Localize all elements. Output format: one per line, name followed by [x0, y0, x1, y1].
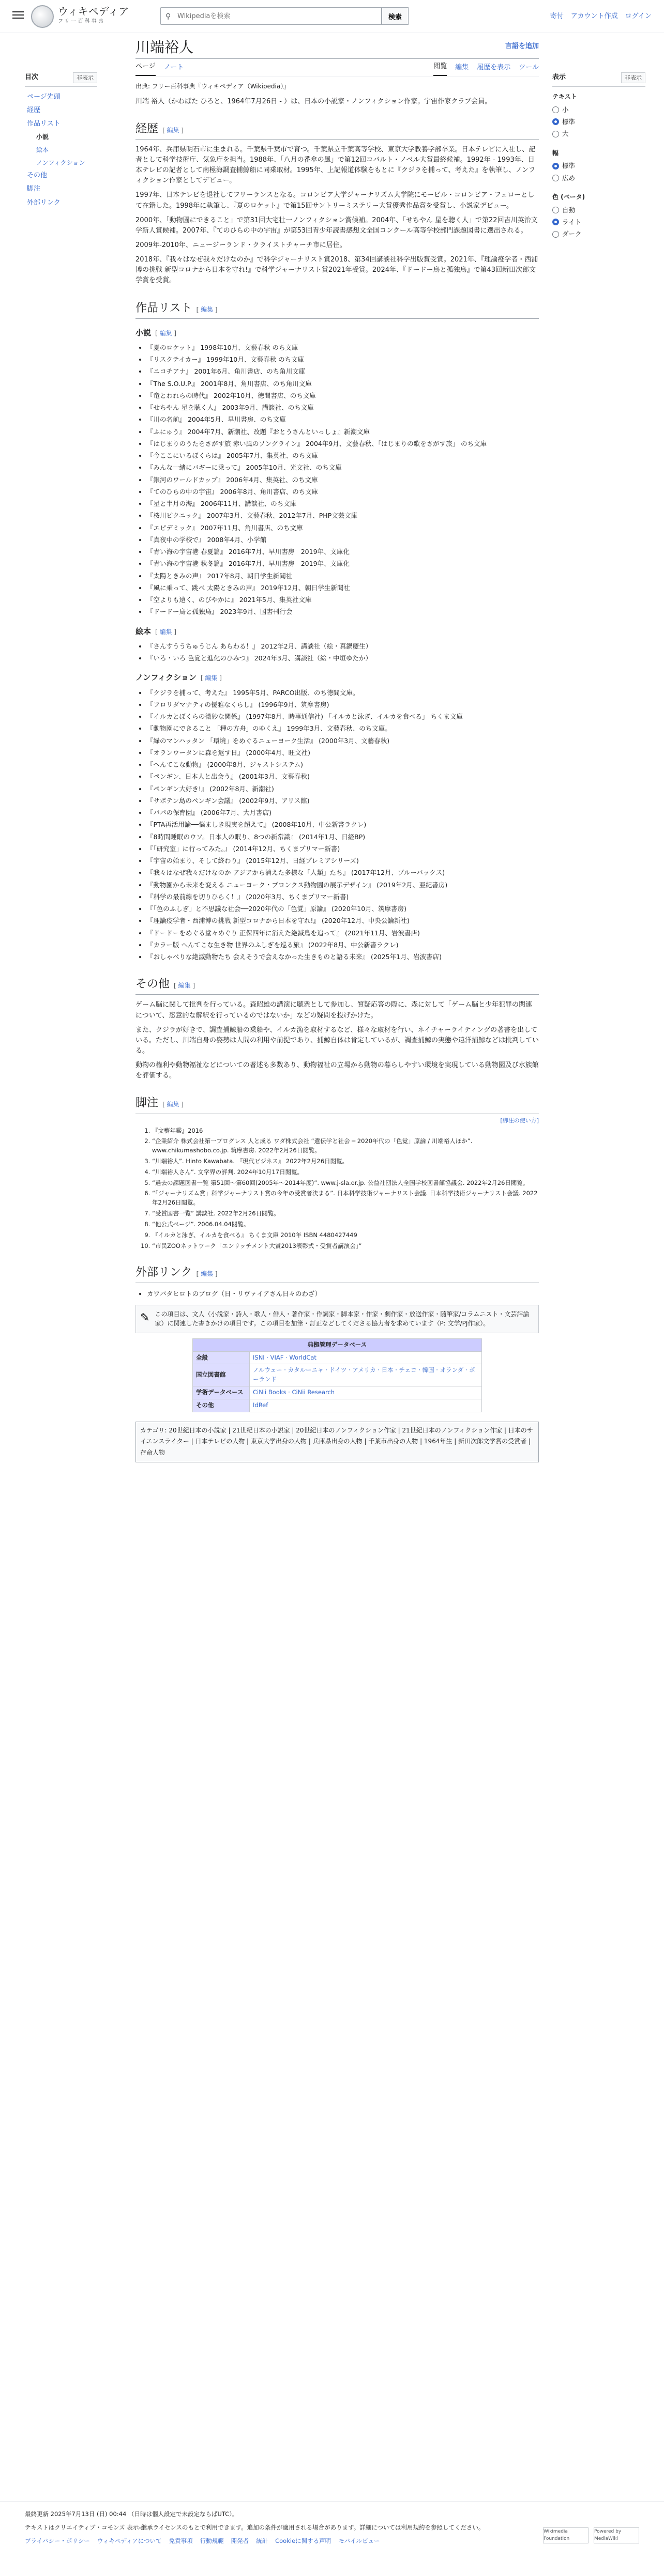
footer-link[interactable]: 開発者 — [231, 2537, 249, 2544]
career-paragraph: 1997年、日本テレビを退社してフリーランスとなる。コロンビア大学ジャーナリズム大学院にモービル・コロンビア・フェローとして在籍した。1998年に執筆し、『夏のロケット』で第15回サントリーミステリー大賞優秀作品賞を受賞し、小説家デビュー。 — [135, 191, 535, 210]
wordmark-tagline: フリー百科事典 — [58, 19, 105, 24]
page-footer — [0, 2501, 664, 2576]
toc-sidebar — [25, 72, 97, 211]
search-icon: ⚲ — [165, 12, 171, 21]
width-option-label: 広め — [562, 174, 576, 182]
edit-nonfic-link[interactable]: 編集 — [205, 674, 218, 682]
mediawiki-logo[interactable]: Powered by MediaWiki — [594, 2527, 639, 2543]
nonfic-item[interactable]: • 『宇宙の始まり、そして終わり』 (2015年12月、日経プレミアシリーズ) — [147, 855, 539, 866]
color-option-label: 自動 — [562, 206, 576, 214]
stub-notice — [135, 1305, 539, 1333]
authority-value[interactable]: ISNI · VIAF · WorldCat — [250, 1351, 482, 1364]
novels-item[interactable]: • 『青い海の宇宙港 秋冬篇』 2016年7月、早川書房 2019年、文庫化 — [147, 558, 539, 569]
novels-item[interactable]: • 『太陽ときみの声』 2017年8月、朝日学生新聞社 — [147, 570, 539, 581]
toc-item[interactable]: 小説 — [36, 133, 49, 141]
novels-item[interactable]: • 『今ここにいるぼくらは』 2005年7月、集英社、のち文庫 — [147, 450, 539, 461]
authority-caption: 典拠管理データベース — [193, 1338, 482, 1351]
color-group — [552, 192, 645, 239]
view-tab-2[interactable]: 履歴を表示 — [477, 63, 511, 71]
from-wikipedia: 出典: フリー百科事典『ウィキペディア（Wikipedia）』 — [135, 83, 290, 90]
novels-list — [147, 342, 539, 618]
nonfic-item[interactable]: • 『緑のマンハッタン 「環境」をめぐるニューヨーク生活』 (2000年3月、文藝春秋) — [147, 735, 539, 746]
toc-item[interactable]: その他 — [27, 172, 48, 180]
text-size-option-label: 小 — [562, 105, 569, 114]
radio-icon[interactable] — [552, 231, 559, 238]
authority-key: その他 — [193, 1399, 250, 1412]
section-notes: 脚注 [ 編集 ] — [135, 1094, 539, 1114]
authority-key: 全般 — [193, 1351, 250, 1364]
page-tabs — [135, 59, 539, 76]
subsection-nonfic-title: ノンフィクション — [135, 673, 197, 683]
toc-item[interactable]: 絵本 — [36, 146, 49, 154]
section-other: その他 [ 編集 ] — [135, 976, 539, 995]
user-links — [550, 11, 652, 22]
stub-text: この項目は、文人（小説家・詩人・歌人・俳人・著作家・作詞家・脚本家・作家・劇作家・放送作家・随筆家/コラムニスト・文芸評論家）に関連した書きかけの項目です。この項目を加筆・訂正などしてくださる協力者を求めています（P: 文学/PJ作家）。 — [155, 1310, 530, 1328]
novels-item[interactable]: • 『エピデミック』 2007年11月、角川書店、のち文庫 — [147, 522, 539, 533]
footer-link[interactable]: 行動規範 — [200, 2537, 224, 2544]
donate-link[interactable]: 寄付 — [550, 12, 564, 20]
radio-icon[interactable] — [552, 175, 559, 181]
main-content — [135, 37, 539, 1462]
color-option-label: ダーク — [562, 230, 582, 238]
authority-row — [193, 1399, 482, 1412]
reference-item[interactable]: 3. “川端裕人”. Hinto Kawabata. 『現代ビジネス』 2022年2月26日閲覧。 — [152, 1157, 539, 1166]
authority-row — [193, 1386, 482, 1399]
view-tabs — [433, 59, 539, 76]
view-tab-3[interactable]: ツール — [519, 63, 539, 71]
authority-value[interactable]: CiNii Books · CiNii Research — [250, 1386, 482, 1399]
novels-item[interactable]: • 『みんな一緒にバギーに乗って』 2005年10月、光文社、のち文庫 — [147, 462, 539, 473]
external-links-list — [147, 1288, 539, 1299]
appearance-header — [552, 72, 645, 87]
wikipedia-logo[interactable] — [31, 5, 54, 28]
nonfic-item[interactable]: • 『パパの保育園』 (2006年7月、大月書店) — [147, 807, 539, 818]
reference-item[interactable]: 4. “川端裕人さん”. 文学界の評判. 2024年10月17日閲覧。 — [152, 1168, 539, 1177]
career-paragraph: 2018年、『我々はなぜ我々だけなのか』で科学ジャーナリスト賞2018、第34回講談社科学出版賞受賞。2021年、『理論疫学者・西浦博の挑戦 新型コロナから日本を守れ!』で科学ジャーナリスト賞2021年受賞。2024年、『ドードー鳥と孤独鳥』で第43回新田次郎文学賞を受賞。 — [135, 256, 538, 285]
toc-item[interactable]: ノンフィクション — [36, 159, 85, 166]
width-option[interactable] — [552, 173, 645, 183]
picture-item[interactable]: • 『いろ・いろ 色覚と進化のひみつ』 2024年3月、講談社（絵・中垣ゆたか） — [147, 653, 539, 664]
reference-item[interactable]: 6. “「ジャーナリズム賞」科学ジャーナリスト賞の今年の受賞者決まる”. 日本科学技術ジャーナリスト会議. 日本科学技術ジャーナリスト会議. 2022年2月26日閲覧。 — [152, 1189, 539, 1208]
nonfic-item[interactable]: • 『我々はなぜ我々だけなのか アジアから消えた多様な「人類」たち』 (2017年12月、ブルーバックス) — [147, 867, 539, 878]
section-external-title: 外部リンク — [135, 1266, 192, 1279]
color-option[interactable] — [552, 229, 645, 239]
reference-item[interactable]: 9. 『イルカと泳ぎ、イルカを食べる』 ちくま文庫 2010年 ISBN 4480427449 — [152, 1231, 539, 1240]
radio-icon[interactable] — [552, 106, 559, 113]
novels-item[interactable]: • 『ふにゅう』 2004年7月、新潮社、改題『おとうさんといっしょ』新潮文庫 — [147, 426, 539, 437]
references-list — [152, 1127, 539, 1251]
width-label: 幅 — [552, 149, 559, 157]
text-size-option[interactable] — [552, 129, 645, 138]
edit-other-link[interactable]: 編集 — [178, 982, 191, 990]
width-group — [552, 148, 645, 183]
nonfic-item[interactable]: • 『動物園から未来を変える ニューヨーク・ブロンクス動物園の展示デザイン』 (2019年2月、亜紀書房) — [147, 880, 539, 890]
search-input[interactable] — [160, 7, 382, 25]
nonfic-item[interactable]: • 『ペンギン、日本人と出会う』 (2001年3月、文藝春秋) — [147, 771, 539, 782]
nonfic-item[interactable]: • 『おしゃべりな絶滅動物たち 会えそうで会えなかった生きものと語る未来』 (2025年1月、岩波書店) — [147, 951, 539, 962]
career-paragraph: 1964年、兵庫県明石市に生まれる。千葉県千葉市で育つ。千葉県立千葉高等学校、東京大学教養学部卒業。日本テレビに入社し、記者として科学技術庁、気象庁を担当。1988年、「八月の番傘の風」で第12回コバルト・ノベル大賞最終候補。1992年 - 1993年、日本テレビの記者として南極海調査捕鯨船に同乗取材。1995年、上記報道体験をもとに『クジラを捕って、考えた』を執筆し、ノンフィクション作家としてデビュー。 — [135, 145, 536, 185]
authority-key: 国立図書館 — [193, 1364, 250, 1386]
edit-works-link[interactable]: 編集 — [201, 305, 214, 313]
authority-control-table — [192, 1338, 482, 1412]
appearance-panel — [552, 72, 645, 249]
reference-item[interactable]: 7. “受賞図書一覧” 講談社. 2022年2月26日閲覧。 — [152, 1209, 539, 1218]
edit-career-link[interactable]: 編集 — [167, 126, 179, 134]
section-works: 作品リスト [ 編集 ] — [135, 300, 539, 319]
edit-notes-link[interactable]: 編集 — [167, 1101, 179, 1108]
nonfic-item[interactable]: • 『オランウータンに森を返す日』 (2000年4月、旺文社) — [147, 747, 539, 758]
toc-item[interactable]: ページ先頭 — [27, 93, 61, 101]
toc-item[interactable]: 経歴 — [27, 106, 41, 115]
section-other-title: その他 — [135, 978, 170, 991]
namespace-tabs — [135, 59, 184, 76]
text-size-label: テキスト — [552, 93, 577, 101]
width-option[interactable] — [552, 161, 645, 171]
site-header — [0, 0, 664, 33]
other-paragraph: ゲーム脳に関して批判を行っている。森昭雄の講演に聴衆として参加し、質疑応答の際に、森に対して「ゲーム脳と少年犯罪の関連について、恣意的な解釈を行っているのではないか」などの疑問を投げかけた。 — [135, 1001, 533, 1020]
color-option[interactable] — [552, 217, 645, 227]
subsection-picture-books: 絵本 [ 編集 ] — [135, 626, 177, 636]
lead-paragraph: 川端 裕人（かわばた ひろと、1964年7月26日 - ）は、日本の小説家・ノンフィクション作家。宇宙作家クラブ会員。 — [135, 97, 492, 105]
reference-item[interactable]: 10. “市民ZOOネットワーク「エンリッチメント大賞2013表彰式・受賞者講演会」” — [152, 1242, 539, 1251]
toc-item[interactable]: 作品リスト — [27, 120, 61, 128]
nonfiction-list — [147, 687, 539, 963]
nonfic-item[interactable]: • 『8時間睡眠のウソ。日本人の眠り、8つの新常識』 (2014年1月、日経BP) — [147, 831, 539, 842]
nonfic-item[interactable]: • 『理論疫学者・西浦博の挑戦 新型コロナから日本を守れ!』 (2020年12月、中央公論新社) — [147, 915, 539, 926]
novels-item[interactable]: • 『空よりも遠く、のびやかに』 2021年5月、集英社文庫 — [147, 594, 539, 605]
section-notes-title: 脚注 — [135, 1097, 159, 1110]
nonfic-item[interactable]: • 『PTA再活用論──悩ましき現実を超えて』 (2008年10月、中公新書ラクレ) — [147, 819, 539, 830]
toc-item[interactable]: 外部リンク — [27, 198, 61, 207]
nonfic-item[interactable]: • 『クジラを捕って、考えた』 1995年5月、PARCO出版、のち徳間文庫。 — [147, 687, 539, 698]
wikimedia-logo[interactable]: Wikimedia Foundation — [543, 2527, 588, 2543]
nonfic-item[interactable]: • 『フロリダマナティの優雅なくらし』 (1996年9月、筑摩書房) — [147, 699, 539, 710]
page-title: 川端裕人 — [135, 39, 194, 56]
title-row — [135, 37, 539, 59]
notes-help-link[interactable]: [脚注の使い方] — [500, 1117, 539, 1124]
novels-item[interactable]: • 『青い海の宇宙港 春夏篇』 2016年7月、早川書房 2019年、文庫化 — [147, 546, 539, 557]
nonfic-item[interactable]: • 『ドードーをめぐる堂々めぐり 正保四年に消えた絶滅鳥を追って』 (2021年11月、岩波書店) — [147, 928, 539, 938]
login-link[interactable]: ログイン — [625, 12, 652, 20]
text-size-option-label: 大 — [562, 130, 569, 138]
text-size-option[interactable] — [552, 105, 645, 115]
toc-title: 目次 — [25, 73, 39, 82]
novels-item[interactable]: • 『はじまりのうたをさがす旅 赤い風のソングライン』 2004年9月、文藝春秋、「はじまりの歌をさがす旅」 のち文庫 — [147, 438, 539, 449]
view-tab-1[interactable]: 編集 — [455, 63, 469, 71]
novels-item[interactable]: • 『リスクテイカー』 1999年10月、文藝春秋 のち文庫 — [147, 354, 539, 365]
tab-0[interactable]: ページ — [135, 58, 156, 76]
career-paragraph: 2000年、「動物園にできること」で第31回大宅壮一ノンフィクション賞候補。2004年、「せちやん 星を聴く人」で第22回吉川英治文学新人賞候補。2007年、『てのひらの中の宇宙』が第53回青少年読書感想文全国コンクール高等学校部門課題図書に選出される。 — [135, 216, 538, 235]
subsection-nonfiction: ノンフィクション [ 編集 ] — [135, 673, 222, 683]
subsection-novels-title: 小説 — [135, 328, 152, 337]
novels-item[interactable]: • 『真夜中の学校で』 2008年4月、小学館 — [147, 534, 539, 545]
subsection-picture-title: 絵本 — [135, 626, 152, 636]
radio-icon[interactable] — [552, 219, 559, 225]
nonfic-item[interactable]: • 『へんてこな動物』 (2000年8月、ジャストシステム) — [147, 759, 539, 770]
reference-item[interactable]: 5. “過去の課題図書一覧 第51回～第60回(2005年～2014年度)”. www.j-sla.or.jp. 公益社団法人全国学校図書館協議会. 2022年2月26日閲覧。 — [152, 1179, 539, 1188]
color-option[interactable] — [552, 205, 645, 215]
reference-item[interactable]: 8. “他公式ページ”. 2006.04.04閲覧。 — [152, 1220, 539, 1229]
edit-picture-link[interactable]: 編集 — [159, 628, 172, 636]
tab-1[interactable]: ノート — [163, 63, 184, 71]
novels-item[interactable]: • 『風に乗って、跳べ 太陽ときみの声』 2019年12月、朝日学生新聞社 — [147, 582, 539, 593]
authority-value[interactable]: ノルウェー · カタルーニャ · ドイツ · アメリカ · 日本 · チェコ · 韓国 · オランダ · ポーランド — [250, 1364, 482, 1386]
other-paragraph: また、クジラが好きで、調査捕鯨船の乗船や、イルカ漁を取材するなど、様々な取材を行い、ネイチャーライティングの著書を出している。ただし、川端自身の姿勢は人間の利用や前提であり、捕鯨自体は肯定しているが、調査捕鯨の実態や遠洋捕鯨などは批判している。 — [135, 1026, 539, 1055]
wordmark-title: ウィキペディア — [58, 5, 129, 18]
section-career: 経歴 [ 編集 ] — [135, 120, 539, 140]
novels-item[interactable]: • 『星と半月の海』 2006年11月、講談社、のち文庫 — [147, 498, 539, 509]
create-account-link[interactable]: アカウント作成 — [570, 12, 618, 20]
last-edited: 最終更新 2025年7月13日 (日) 00:44 （日時は個人設定で未設定ならばUTC）。 — [25, 2510, 238, 2518]
section-works-title: 作品リスト — [135, 301, 192, 315]
novels-item[interactable]: • 『竜とわれらの時代』 2002年10月、徳間書店、のち文庫 — [147, 390, 539, 401]
nonfic-item[interactable]: • 『動物園にできること 「種の方舟」のゆくえ』 1999年3月、文藝春秋、のち文庫。 — [147, 723, 539, 734]
ext-item[interactable]: • カワバタヒロトのブログ（日・リヴァイアさん日々のわざ） — [147, 1288, 539, 1299]
footer-link[interactable]: Cookieに関する声明 — [275, 2537, 331, 2544]
toc-item[interactable]: 脚注 — [27, 185, 41, 193]
color-option-label: ライト — [562, 218, 582, 226]
novels-item[interactable]: • 『てのひらの中の宇宙』 2006年8月、角川書店、のち文庫 — [147, 486, 539, 497]
nonfic-item[interactable]: • 『カラー版 へんてこな生き物 世界のふしぎを巡る旅』 (2022年8月、中公新書ラクレ) — [147, 939, 539, 950]
section-career-title: 経歴 — [135, 122, 159, 135]
career-body — [135, 145, 539, 286]
appearance-title: 表示 — [552, 73, 566, 82]
radio-icon[interactable] — [552, 163, 559, 169]
toc-list — [25, 92, 97, 208]
other-body — [135, 1000, 539, 1081]
novels-item[interactable]: • 『川の名前』 2004年5月、早川書房、のち文庫 — [147, 414, 539, 425]
search-button[interactable]: 検索 — [382, 7, 409, 25]
novels-item[interactable]: • 『桜川ピクニック』 2007年3月、文藝春秋、2012年7月、PHP文芸文庫 — [147, 510, 539, 521]
toc-header — [25, 72, 97, 87]
other-paragraph: 動物の権利や動物福祉などについての著述も多数あり、動物福祉の立場から動物の暮らしやすい環境を実現している動物園及び水族館を評価する。 — [135, 1061, 539, 1080]
subsection-novels: 小説 [ 編集 ] — [135, 328, 177, 337]
toc-hide-button[interactable]: 非表示 — [73, 72, 97, 83]
reference-item[interactable]: 1. 『文藝年鑑』2016 — [152, 1127, 539, 1136]
section-external: 外部リンク [ 編集 ] — [135, 1264, 539, 1283]
novels-item[interactable]: • 『The S.O.U.P.』 2001年8月、角川書店、のち角川文庫 — [147, 378, 539, 389]
nonfic-item[interactable]: • 『イルカとぼくらの微妙な関係』 (1997年8月、時事通信社) 「イルカと泳ぎ、イルカを食べる」 ちくま文庫 — [147, 711, 539, 722]
pen-icon: ✎ — [140, 1311, 150, 1324]
appearance-hide-button[interactable]: 非表示 — [621, 72, 645, 83]
view-tab-0[interactable]: 閲覧 — [433, 58, 447, 76]
radio-icon[interactable] — [552, 207, 559, 213]
footer-link[interactable]: モバイルビュー — [338, 2537, 380, 2544]
text-size-option[interactable] — [552, 117, 645, 127]
career-paragraph: 2009年-2010年、ニュージーランド・クライストチャーチ市に居住。 — [135, 241, 346, 249]
authority-key: 学術データベース — [193, 1386, 250, 1399]
main-menu-icon[interactable] — [12, 9, 24, 21]
radio-icon[interactable] — [552, 131, 559, 137]
search-form — [160, 7, 409, 25]
footer-link[interactable]: 統計 — [256, 2537, 268, 2544]
nonfic-item[interactable]: • 『ペンギン大好き!』 (2002年8月、新潮社) — [147, 783, 539, 794]
novels-item[interactable]: • 『銀河のワールドカップ』 2006年4月、集英社、のち文庫 — [147, 474, 539, 485]
reference-item[interactable]: 2. “企業紹介 株式会社第一プログレス 人と成る ワダ株式会社 “遺伝学と社会 ─ 2020年代の「色覚」原論 / 川端裕人ほか”. www.chikumashobo.co.jp. 筑摩書房. 2022年2月26日閲覧。 — [152, 1137, 539, 1155]
text-size-group — [552, 92, 645, 139]
category-links[interactable]: カテゴリ: 20世紀日本の小説家 | 21世紀日本の小説家 | 20世紀日本のノンフィクション作家 | 21世紀日本のノンフィクション作家 | 日本のサイエンスライター | 日本テレビの人物 | 東京大学出身の人物 | 兵庫県出身の人物 | 千葉市出身の人物 | 1964年生 | 新田次郎文学賞の受賞者 | 存命人物 — [135, 1422, 539, 1462]
authority-row — [193, 1364, 482, 1386]
add-language-button[interactable]: 言語を追加 — [505, 42, 539, 50]
license-text: テキストはクリエイティブ・コモンズ 表示-継承ライセンスのもとで利用できます。追加の条件が適用される場合があります。詳細については利用規約を参照してください。 — [25, 2523, 485, 2531]
wordmark[interactable] — [58, 5, 129, 26]
novels-item[interactable]: • 『ドードー鳥と孤独鳥』 2023年9月、国書刊行会 — [147, 606, 539, 617]
footer-link[interactable]: 免責事項 — [169, 2537, 193, 2544]
picture-books-list — [147, 641, 539, 664]
radio-icon[interactable] — [552, 118, 559, 125]
authority-row — [193, 1351, 482, 1364]
novels-item[interactable]: • 『夏のロケット』 1998年10月、文藝春秋 のち文庫 — [147, 342, 539, 353]
novels-item[interactable]: • 『せちやん 星を聴く人』 2003年9月、講談社、のち文庫 — [147, 402, 539, 413]
picture-item[interactable]: • 『さんすううちゅうじん あらわる！』 2012年2月、講談社（絵・真鍋慶生） — [147, 641, 539, 652]
edit-external-link[interactable]: 編集 — [201, 1270, 214, 1278]
nonfic-item[interactable]: • 『「研究室」に行ってみた。』 (2014年12月、ちくまプリマー新書) — [147, 843, 539, 854]
footer-link[interactable]: プライバシー・ポリシー — [25, 2537, 90, 2544]
nonfic-item[interactable]: • 『「色のふしぎ」と不思議な社会──2020年代の「色覚」原論』 (2020年10月、筑摩書房) — [147, 903, 539, 914]
novels-item[interactable]: • 『ニコチアナ』 2001年6月、角川書店、のち角川文庫 — [147, 366, 539, 377]
nonfic-item[interactable]: • 『科学の最前線を切りひらく！』 (2020年3月、ちくまプリマー新書) — [147, 891, 539, 902]
authority-value[interactable]: IdRef — [250, 1399, 482, 1412]
color-label: 色 (ベータ) — [552, 193, 585, 201]
text-size-option-label: 標準 — [562, 118, 576, 126]
footer-link[interactable]: ウィキペディアについて — [97, 2537, 162, 2544]
nonfic-item[interactable]: • 『サボテン島のペンギン会議』 (2002年9月、アリス館) — [147, 795, 539, 806]
edit-novels-link[interactable]: 編集 — [159, 329, 172, 337]
width-option-label: 標準 — [562, 162, 576, 170]
